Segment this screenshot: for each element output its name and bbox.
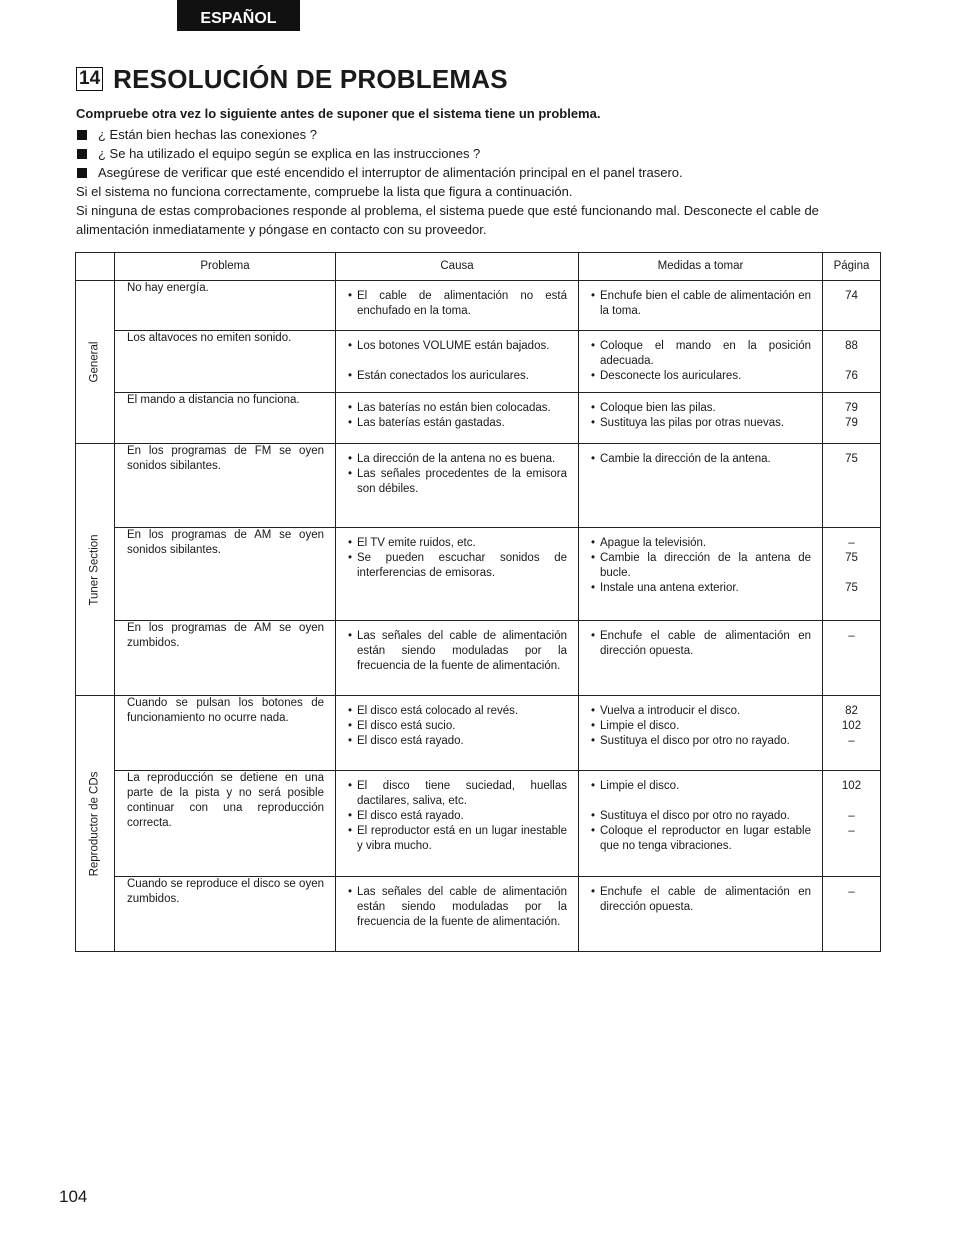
cause-item: • Las señales procedentes de la emisora son débiles. — [348, 467, 567, 497]
measure-item: • Sustituya el disco por otro no rayado. — [591, 809, 811, 824]
page-ref: 76 — [845, 370, 858, 382]
cause-cell — [336, 393, 579, 444]
intro-block — [76, 104, 882, 239]
page-ref: – — [848, 810, 855, 822]
measure-item: • Instale una antena exterior. — [591, 581, 811, 596]
cause-item: • El disco está rayado. — [348, 809, 567, 824]
measure-cell — [579, 281, 823, 331]
cause-item: • Las señales del cable de alimentación están siendo moduladas por la frecuencia de la fuente de alimentación. — [348, 629, 567, 674]
measure-item: • Sustituya el disco por otro no rayado. — [591, 734, 811, 749]
check-text: ¿ Están bien hechas las conexiones ? — [98, 127, 317, 142]
problem-cell: El mando a distancia no funciona. — [115, 393, 336, 444]
measure-item: • Limpie el disco. — [591, 719, 811, 734]
measure-item: • Desconecte los auriculares. — [591, 369, 811, 384]
cause-cell — [336, 877, 579, 952]
square-bullet-icon — [77, 130, 87, 140]
page-ref: – — [848, 735, 855, 747]
intro-note: Si ninguna de estas comprobaciones responde al problema, el sistema puede que esté funcionando mal. Desconecte el cable de alimentación inmediatamente y póngase en contacto con su proveedor. — [76, 203, 819, 237]
section-label: Reproductor de CDs — [88, 771, 101, 876]
measure-cell — [579, 444, 823, 528]
measure-item: • Limpie el disco. — [591, 779, 811, 794]
measure-item: • Cambie la dirección de la antena. — [591, 452, 811, 467]
table-header-row — [76, 253, 881, 281]
page-ref: 88 — [845, 340, 858, 352]
header-problem: Problema — [115, 253, 336, 281]
header-cause: Causa — [336, 253, 579, 281]
page-ref: 75 — [845, 453, 858, 465]
problem-cell: Cuando se reproduce el disco se oyen zumbidos. — [115, 877, 336, 952]
cause-item: • Están conectados los auriculares. — [348, 369, 567, 384]
page-cell — [823, 444, 881, 528]
page-cell — [823, 621, 881, 696]
check-item — [76, 144, 882, 163]
cause-item: • El disco está rayado. — [348, 734, 567, 749]
cause-item: • Las señales del cable de alimentación están siendo moduladas por la frecuencia de la fuente de alimentación. — [348, 885, 567, 930]
measure-cell — [579, 696, 823, 771]
measure-item: • Coloque bien las pilas. — [591, 401, 811, 416]
cause-item: • El disco está colocado al revés. — [348, 704, 567, 719]
intro-lead: Compruebe otra vez lo siguiente antes de suponer que el sistema tiene un problema. — [76, 106, 601, 121]
page-cell — [823, 393, 881, 444]
measure-item: • Coloque el mando en la posición adecuada. — [591, 339, 811, 369]
measure-item: • Enchufe bien el cable de alimentación en la toma. — [591, 289, 811, 319]
measure-cell — [579, 877, 823, 952]
page-ref: 102 — [841, 780, 862, 792]
cause-item: • Las baterías no están bien colocadas. — [348, 401, 567, 416]
table-row — [76, 877, 881, 952]
cause-cell — [336, 771, 579, 877]
measure-item: • Enchufe el cable de alimentación en dirección opuesta. — [591, 885, 811, 915]
measure-item: • Sustituya las pilas por otras nuevas. — [591, 416, 811, 431]
cause-item: • Se pueden escuchar sonidos de interferencias de emisoras. — [348, 551, 567, 581]
check-item — [76, 163, 882, 182]
cause-item: • El cable de alimentación no está enchufado en la toma. — [348, 289, 567, 319]
page-cell — [823, 331, 881, 393]
cause-cell — [336, 331, 579, 393]
problem-cell: No hay energía. — [115, 281, 336, 331]
table-row — [76, 444, 881, 528]
section-label: General — [88, 341, 101, 383]
cause-cell — [336, 696, 579, 771]
page-ref: – — [848, 825, 855, 837]
page-cell — [823, 281, 881, 331]
page-ref: 79 — [845, 402, 858, 414]
check-text: ¿ Se ha utilizado el equipo según se explica en las instrucciones ? — [98, 146, 481, 161]
section-label-cell — [76, 696, 115, 952]
page-cell — [823, 877, 881, 952]
measure-item: • Vuelva a introducir el disco. — [591, 704, 811, 719]
problem-cell: En los programas de AM se oyen zumbidos. — [115, 621, 336, 696]
title-row — [76, 64, 508, 94]
page-ref: 79 — [845, 417, 858, 429]
problem-cell: En los programas de FM se oyen sonidos sibilantes. — [115, 444, 336, 528]
cause-cell — [336, 281, 579, 331]
page-ref: 75 — [845, 552, 858, 564]
measure-item: • Coloque el reproductor en lugar estable que no tenga vibraciones. — [591, 824, 811, 854]
chapter-number: 14 — [76, 67, 103, 91]
cause-item: • Los botones VOLUME están bajados. — [348, 339, 567, 354]
header-section — [76, 253, 115, 281]
square-bullet-icon — [77, 149, 87, 159]
cause-cell — [336, 621, 579, 696]
table-row — [76, 331, 881, 393]
problem-cell: En los programas de AM se oyen sonidos sibilantes. — [115, 528, 336, 621]
problem-cell: La reproducción se detiene en una parte de la pista y no será posible continuar con una reproducción correcta. — [115, 771, 336, 877]
square-bullet-icon — [77, 168, 87, 178]
section-label-cell — [76, 281, 115, 444]
measure-cell — [579, 621, 823, 696]
measure-item: • Apague la televisión. — [591, 536, 811, 551]
page-ref: 75 — [845, 582, 858, 594]
table-row — [76, 281, 881, 331]
table-row — [76, 393, 881, 444]
page-cell — [823, 696, 881, 771]
intro-note: Si el sistema no funciona correctamente, compruebe la lista que figura a continuación. — [76, 184, 573, 199]
language-tab: ESPAÑOL — [177, 0, 300, 31]
cause-item: • Las baterías están gastadas. — [348, 416, 567, 431]
page-ref: – — [848, 886, 855, 898]
page-cell — [823, 771, 881, 877]
measure-cell — [579, 393, 823, 444]
header-measures: Medidas a tomar — [579, 253, 823, 281]
page-ref: – — [848, 630, 855, 642]
check-text: Asegúrese de verificar que esté encendido el interruptor de alimentación principal en el panel trasero. — [98, 165, 683, 180]
section-label: Tuner Section — [88, 533, 101, 606]
table-row — [76, 771, 881, 877]
cause-item: • El disco tiene suciedad, huellas dactilares, saliva, etc. — [348, 779, 567, 809]
header-page: Página — [823, 253, 881, 281]
problem-cell: Los altavoces no emiten sonido. — [115, 331, 336, 393]
page-ref: 82 — [845, 705, 858, 717]
cause-item: • La dirección de la antena no es buena. — [348, 452, 567, 467]
page-ref: – — [848, 537, 855, 549]
cause-item: • El disco está sucio. — [348, 719, 567, 734]
measure-cell — [579, 771, 823, 877]
measure-cell — [579, 331, 823, 393]
measure-cell — [579, 528, 823, 621]
page-title: RESOLUCIÓN DE PROBLEMAS — [113, 63, 508, 94]
measure-item: • Cambie la dirección de la antena de bucle. — [591, 551, 811, 581]
page-ref: 102 — [841, 720, 862, 732]
section-label-cell — [76, 444, 115, 696]
page-ref: 74 — [845, 290, 858, 302]
check-item — [76, 125, 882, 144]
cause-item: • El reproductor está en un lugar inestable y vibra mucho. — [348, 824, 567, 854]
cause-cell — [336, 444, 579, 528]
troubleshooting-table — [75, 252, 881, 952]
table-row — [76, 621, 881, 696]
cause-cell — [336, 528, 579, 621]
measure-item: • Enchufe el cable de alimentación en dirección opuesta. — [591, 629, 811, 659]
table-row — [76, 696, 881, 771]
page-cell — [823, 528, 881, 621]
table-row — [76, 528, 881, 621]
cause-item: • El TV emite ruidos, etc. — [348, 536, 567, 551]
page-number: 104 — [59, 1187, 88, 1206]
problem-cell: Cuando se pulsan los botones de funcionamiento no ocurre nada. — [115, 696, 336, 771]
